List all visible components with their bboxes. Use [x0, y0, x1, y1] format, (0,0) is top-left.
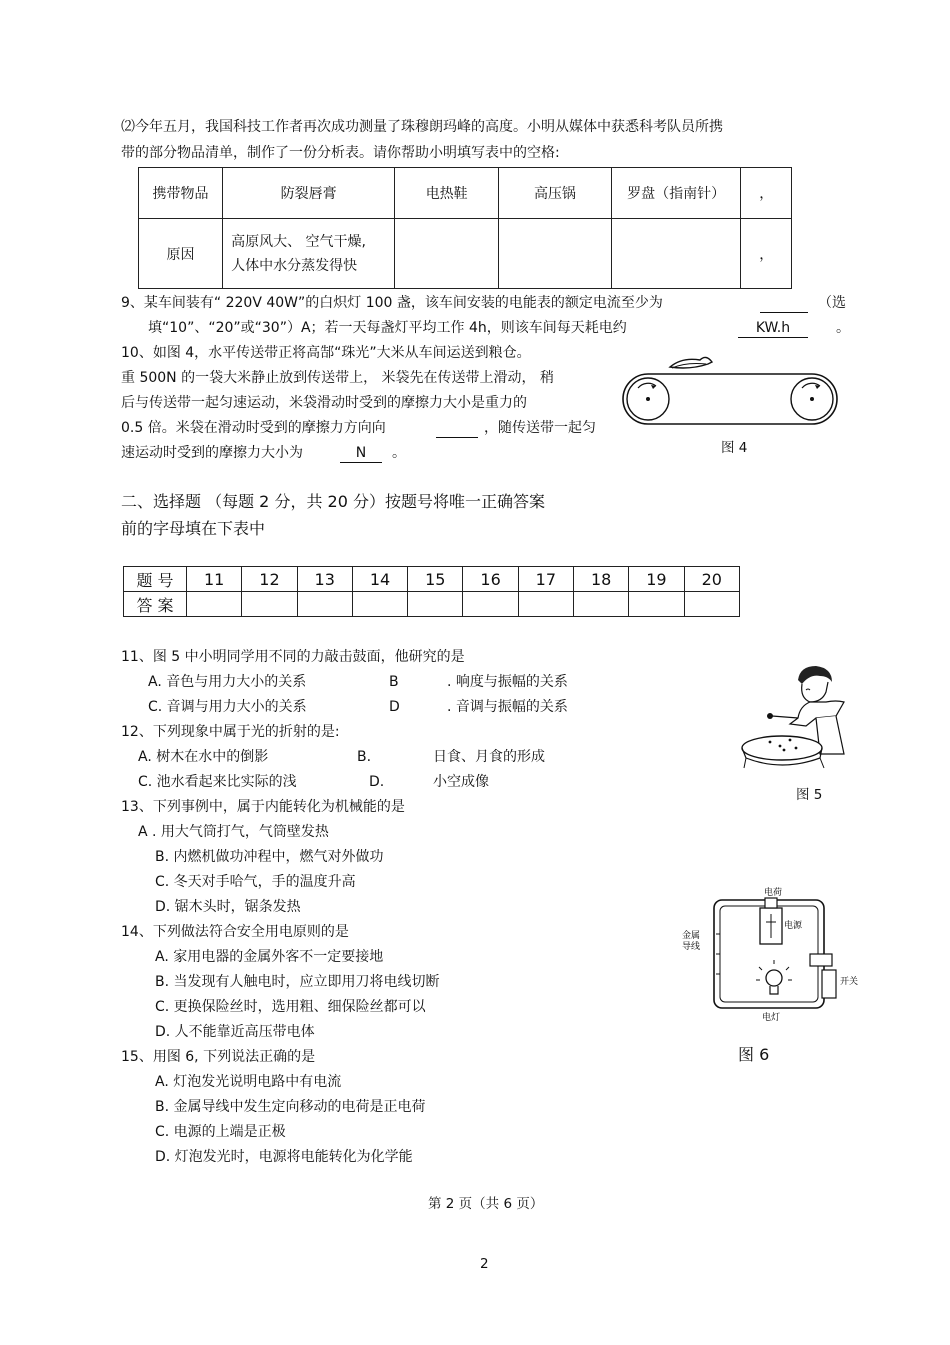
answer-input-cell[interactable]	[574, 592, 629, 617]
q14-option-b[interactable]: B. 当发现有人触电时，应立即用刀将电线切断	[155, 974, 440, 990]
q15-stem: 15、用图 6, 下列说法正确的是	[121, 1049, 316, 1065]
section-2-title-line-1: 二、选择题 （每题 2 分，共 20 分）按题号将唯一正确答案	[121, 492, 545, 511]
q13-option-c[interactable]: C. 冬天对手哈气，手的温度升高	[155, 874, 356, 890]
question-number-cell: 20	[684, 567, 739, 592]
page-number: 2	[480, 1256, 489, 1272]
q14-option-d[interactable]: D. 人不能靠近高压带电体	[155, 1024, 315, 1040]
label-metal: 金属	[682, 931, 701, 941]
q15-option-c[interactable]: C. 电源的上端是正极	[155, 1124, 286, 1140]
answer-input-cell[interactable]	[463, 592, 518, 617]
q9-blank-current[interactable]	[760, 294, 808, 313]
table-cell[interactable]: 防裂唇膏	[223, 168, 395, 219]
intro-line-1: ⑵今年五月，我国科技工作者再次成功测量了珠穆朗玛峰的高度。小明从媒体中获悉科考队员所携	[121, 119, 723, 135]
figure-4-caption: 图 4	[721, 440, 748, 456]
q11-option-c[interactable]: C. 音调与用力大小的关系	[148, 699, 307, 715]
q13-option-b[interactable]: B. 内燃机做功冲程中，燃气对外做功	[155, 849, 384, 865]
page-info: 第 2 页（共 6 页）	[428, 1196, 544, 1212]
label-switch: 开关	[840, 977, 859, 987]
answer-input-cell[interactable]	[518, 592, 573, 617]
answer-input-cell[interactable]	[187, 592, 242, 617]
q15-option-b[interactable]: B. 金属导线中发生定向移动的电荷是正电荷	[155, 1099, 426, 1115]
answer-input-cell[interactable]	[352, 592, 407, 617]
table-cell[interactable]: 电热鞋	[395, 168, 499, 219]
label-power-source: 电源	[784, 921, 803, 931]
q10-blank-friction[interactable]: N	[340, 444, 382, 463]
reason-line-2: 人体中水分蒸发得快	[231, 257, 358, 274]
table-cell[interactable]: ，	[741, 168, 792, 219]
intro-line-2: 带的部分物品清单，制作了一份分析表。请你帮助小明填写表中的空格:	[121, 145, 560, 161]
section-2-title-line-2: 前的字母填在下表中	[121, 519, 266, 538]
q11-option-d-label[interactable]: D	[389, 699, 400, 715]
answer-input-cell[interactable]	[684, 592, 739, 617]
label-lamp: 电灯	[762, 1013, 781, 1023]
q13-option-d[interactable]: D. 锯木头时，锯条发热	[155, 899, 301, 915]
table-cell[interactable]: 罗盘（指南针）	[611, 168, 741, 219]
q10-line-1: 10、如图 4，水平传送带正将高郜“珠光”大米从车间运送到粮仓。	[121, 345, 531, 361]
q11-stem: 11、图 5 中小明同学用不同的力敲击鼓面，他研究的是	[121, 649, 465, 665]
q11-option-b-label[interactable]: B	[389, 674, 399, 690]
q10-line-2: 重 500N 的一袋大米静止放到传送带上， 米袋先在传送带上滑动， 稍	[121, 370, 554, 386]
q9-blank-energy[interactable]: KW.h	[738, 319, 808, 338]
question-number-cell: 17	[518, 567, 573, 592]
answer-cell[interactable]	[499, 219, 612, 289]
table-cell[interactable]: 携带物品	[139, 168, 223, 219]
table-cell[interactable]: ，	[741, 219, 792, 289]
q12-option-c[interactable]: C. 池水看起来比实际的浅	[138, 774, 297, 790]
q12-option-a[interactable]: A. 树木在水中的倒影	[138, 749, 269, 765]
question-number-cell: 14	[352, 567, 407, 592]
question-number-cell: 18	[574, 567, 629, 592]
q15-option-a[interactable]: A. 灯泡发光说明电路中有电流	[155, 1074, 342, 1090]
q10-line-4: 0.5 倍。米袋在滑动时受到的摩擦力方向向	[121, 420, 386, 436]
figure-6-caption: 图 6	[738, 1045, 770, 1064]
q14-option-c[interactable]: C. 更换保险丝时，选用粗、细保险丝都可以	[155, 999, 426, 1015]
q11-option-d[interactable]: . 音调与振幅的关系	[447, 699, 568, 715]
question-number-cell: 12	[242, 567, 297, 592]
q15-option-d[interactable]: D. 灯泡发光时，电源将电能转化为化学能	[155, 1149, 413, 1165]
question-number-cell: 16	[463, 567, 518, 592]
answer-input-cell[interactable]	[408, 592, 463, 617]
answer-input-cell[interactable]	[242, 592, 297, 617]
question-number-cell: 11	[187, 567, 242, 592]
question-number-cell: 19	[629, 567, 684, 592]
q9-line-2: 填“10”、“20”或“30”）A；若一天每盏灯平均工作 4h，则该车间每天耗电约	[148, 320, 627, 336]
figure-5-caption: 图 5	[796, 787, 823, 803]
q13-option-a[interactable]: A . 用大气筒打气，气筒壁发热	[138, 824, 329, 840]
label-charge: 电荷	[764, 888, 783, 898]
answer-input-cell[interactable]	[297, 592, 352, 617]
q9-line-2-end: 。	[836, 320, 850, 336]
q12-option-d-label[interactable]: D.	[369, 774, 385, 790]
q10-blank-direction[interactable]	[436, 419, 478, 438]
q12-option-b[interactable]: 日食、月食的形成	[433, 749, 545, 765]
q12-stem: 12、下列现象中属于光的折射的是:	[121, 724, 340, 740]
q14-stem: 14、下列做法符合安全用电原则的是	[121, 924, 349, 940]
q9-line-1-end: （选	[818, 295, 846, 311]
q10-line-5-end: 。	[392, 445, 406, 461]
q10-line-4-end: ，随传送带一起匀	[484, 420, 596, 436]
q12-option-d[interactable]: 小空成像	[433, 774, 489, 790]
answer-cell[interactable]	[611, 219, 741, 289]
item-analysis-table	[138, 167, 792, 289]
q10-line-3: 后与传送带一起匀速运动，米袋滑动时受到的摩擦力大小是重力的	[121, 395, 527, 411]
answer-table-header: 答 案	[124, 592, 187, 617]
q9-line-1: 9、某车间装有“ 220V 40W”的白炽灯 100 盏，该车间安装的电能表的额定电流至少为	[121, 295, 663, 311]
q13-stem: 13、下列事例中，属于内能转化为机械能的是	[121, 799, 405, 815]
question-number-cell: 13	[297, 567, 352, 592]
answer-table	[123, 566, 740, 617]
table-cell-reason[interactable]	[223, 219, 395, 289]
table-cell[interactable]: 高压锅	[499, 168, 612, 219]
circuit-figure	[680, 884, 862, 1024]
q10-line-5: 速运动时受到的摩擦力大小为	[121, 445, 303, 461]
table-cell[interactable]: 原因	[139, 219, 223, 289]
answer-cell[interactable]	[395, 219, 499, 289]
q11-option-a[interactable]: A. 音色与用力大小的关系	[148, 674, 307, 690]
question-number-cell: 15	[408, 567, 463, 592]
drum-boy-figure	[740, 662, 852, 770]
q14-option-a[interactable]: A. 家用电器的金属外客不一定要接地	[155, 949, 384, 965]
answer-table-header: 题 号	[124, 567, 187, 592]
label-wire: 导线	[682, 942, 701, 952]
q11-option-b[interactable]: . 响度与振幅的关系	[447, 674, 568, 690]
q12-option-b-label[interactable]: B.	[357, 749, 372, 765]
answer-input-cell[interactable]	[629, 592, 684, 617]
reason-line-1: 高原风大、 空气干燥,	[231, 233, 366, 250]
conveyor-belt-figure	[620, 352, 840, 430]
